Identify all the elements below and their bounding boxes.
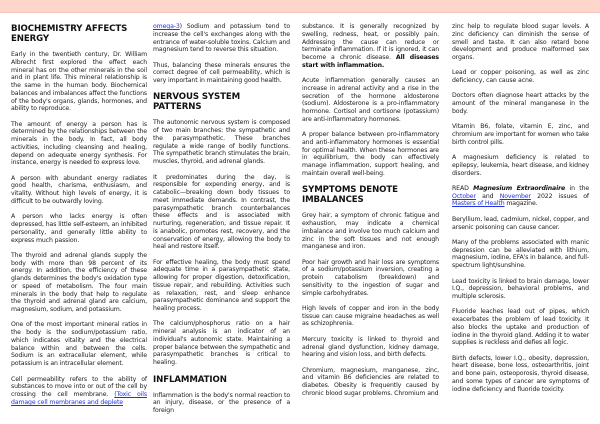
paragraph: A person who lacks energy is often depressed, has little self-esteem, an inhibited personality, and generally little ability to express much passion.: [11, 213, 147, 244]
paragraph-text: and: [475, 192, 500, 200]
paragraph: Grey hair, a symptom of chronic fatigue and exhaustion, may indicate a chemical imbalance and involve too much calcium and zinc in the soft tissues and not enough manganese and iron.: [302, 212, 439, 251]
masters-of-health-link[interactable]: Masters of Health: [452, 200, 505, 208]
paragraph: For effective healing, the body must spend adequate time in a parasympathetic state, allowing for proper digestion, detoxification, tissue repair, and rebuilding. Activities such as relaxation, rest, and sleep enhance parasympathetic dominance and support the healing process.: [153, 258, 290, 313]
column-3: [302, 23, 439, 405]
paragraph: A proper balance between pro-inflammatory and anti-inflammatory hormones is essential for optimal health. When these hormones are in equilibrium, the body can effectively manage inflammation, support healing, and maintain overall well-being.: [302, 131, 439, 177]
paragraph: Inflammation is the body's normal reaction to an injury, disease, or the presence of a foreign: [153, 391, 290, 415]
paragraph: Vitamin B6, folate, vitamin E, zinc, and chromium are important for women who take birth control pills.: [452, 123, 589, 146]
heading-nervous-system: NERVOUS SYSTEM PATTERNS: [153, 92, 241, 113]
heading-inflammation: INFLAMMATION: [153, 374, 227, 385]
paragraph: Chromium, magnesium, manganese, zinc, and vitamin B6 deficiencies are related to diabetes. Obesity is frequently caused by chronic blood sugar problems. Chromium and: [302, 366, 439, 397]
paragraph: The thyroid and adrenal glands supply the body with more than 98 percent of its energy. In addition, the efficiency of these glands determines the body's oxidation type or speed of metabolism. The four main minerals in the body that help to regulate the thyroid and adrenal gland are calcium, magnesium, sodium, and potassium.: [11, 251, 147, 314]
article-title: Magnesium Extraordinaire: [473, 184, 566, 192]
paragraph-text: magazine.: [504, 200, 538, 208]
paragraph-text: ) Sodium and potassium tend to increase the cell's exchanges along with the entrance of water-soluble toxins. Calcium and magnesium tend to reverse this situation.: [153, 23, 290, 54]
paragraph: The autonomic nervous system is composed of two main branches: the sympathetic and the parasympathetic. These branches regulate a wide range of bodily functions. The sympathetic branch stimulates the brain, muscles, thyroid, and adrenal glands.: [153, 119, 290, 166]
paragraph: It predominates during the day, is responsible for expending energy, and is catabolic—breaking down body tissues to meet immediate demands. In contrast, the parasympathetic branch counterbalances these effects and is associated with nurturing, regeneration, and tissue repair. It is anabolic, promotes rest, recovery, and the conservation of energy, allowing the body to heal and restore itself.: [153, 173, 290, 251]
header-band: [0, 0, 600, 13]
paragraph-text: READ: [452, 184, 474, 192]
paragraph: Acute inflammation generally causes an increase in adrenal activity and a rise in the secretion of the hormone aldosterone (sodium). Aldosterone is a pro-inflammatory hormone. Cortisol and cortisone (potassium) are anti-inflammatory hormones.: [302, 77, 439, 123]
heading-biochemistry: BIOCHEMISTRY AFFECTS ENERGY: [11, 24, 128, 44]
paragraph: Beryllium, lead, cadmium, nickel, copper, and arsenic poisoning can cause cancer.: [452, 215, 589, 231]
paragraph: [11, 376, 147, 407]
paragraph-text: 2022 issues of: [530, 192, 589, 200]
paragraph: Lead toxicity is linked to brain damage, lower I.Q., depression, behavioral problems, and multiple sclerosis.: [452, 277, 589, 300]
paragraph-text: Cell permeability refers to the ability of substances to move into or out of the cell by crossing the cell membrane.: [11, 375, 147, 399]
paragraph-text: in the: [565, 184, 590, 192]
column-1: [11, 23, 147, 414]
toxic-oils-link[interactable]: (Toxic oils damage cell membranes and deplete: [11, 391, 147, 406]
paragraph: Fluoride leaches lead out of pipes, which exacerbates the problem of lead toxicity. It also blocks the uptake and production of iodine in the thyroid gland. Adding it to water supplies is reckless and defies all logic.: [452, 308, 589, 347]
paragraph: [452, 185, 589, 208]
paragraph: A magnesium deficiency is related to epilepsy, leukemia, heart disease, and kidney disorders.: [452, 154, 589, 177]
column-4: [452, 23, 589, 401]
omega-3-link[interactable]: omega-3: [153, 23, 180, 30]
paragraph: High levels of copper and iron in the body tissue can cause migraine headaches as well as schizophrenia.: [302, 304, 439, 328]
paragraph: One of the most important mineral ratios in the body is the sodium/potassium ratio, which indicates vitality and the electrical balance within and between the cells. Sodium is an extracellular element, while potassium is an intracellular element.: [11, 321, 147, 368]
october-link[interactable]: October: [452, 192, 476, 200]
paragraph: A person with abundant energy radiates good health, charisma, enthusiasm, and vitality. Without high levels of energy, it is difficult to be outwardly loving.: [11, 174, 147, 205]
paragraph: [302, 23, 439, 70]
paragraph: The amount of energy a person has is determined by the relationships between the minerals in the body. In fact, all body activities, including cleansing and healing, depend on adequate energy synthesis. For instance, energy is needed to express love.: [11, 120, 147, 167]
paragraph: zinc help to regulate blood sugar levels. A zinc deficiency can diminish the sense of smell and taste. It can also retard bone development and produce malformed sex organs.: [452, 23, 589, 61]
paragraph: The calcium/phosphorus ratio on a hair mineral analysis is an indicator of an individual's autonomic state. Maintaining a proper balance between the sympathetic and parasympathetic branches is critical to healing.: [153, 320, 290, 367]
paragraph: Mercury toxicity is linked to thyroid and adrenal gland dysfunction, kidney damage, hearing and vision loss, and birth defects.: [302, 335, 439, 359]
november-link[interactable]: November: [499, 192, 531, 200]
paragraph: Lead or copper poisoning, as well as zinc deficiency, can cause acne.: [452, 69, 589, 85]
heading-symptoms: SYMPTOMS DENOTE IMBALANCES: [302, 185, 398, 206]
column-2: [153, 23, 290, 422]
paragraph: Many of the problems associated with manic depression can be alleviated with lithium, magnesium, iodine, EFA's in balance, and full-spectrum light/sunshine.: [452, 238, 589, 270]
paragraph: Thus, balancing these minerals ensures the correct degree of cell permeability, which is very important in maintaining good health.: [153, 61, 290, 85]
paragraph: [153, 23, 290, 54]
paragraph-text: substance. It is generally recognized by swelling, redness, heat, or possibly pain. Addressing the cause can reduce or terminate inflammation. If it is ignored, it can become a chronic disease.: [302, 23, 439, 61]
paragraph: Doctors often diagnose heart attacks by the amount of the mineral manganese in the body.: [452, 92, 589, 115]
paragraph: Poor hair growth and hair loss are symptoms of a sodium/potassium inversion, creating a protein catabolism (breakdown) and sensitivity to the ingestion of sugar and simple carbohydrates.: [302, 258, 439, 297]
paragraph: Birth defects, lower I.Q., obesity, depression, heart disease, bone loss, osteoarthritis, joint and bone pain, osteoporosis, thyroid disease, and some types of cancer are symptoms of iodine deficiency and fluoride toxicity.: [452, 354, 589, 393]
bold-statement: All diseases start with inflammation.: [302, 54, 439, 69]
paragraph: Early in the twentieth century, Dr. William Albrecht first explored the effect each mineral has on the other minerals in the soil and in plant life. This mineral relationship is the same in the human body. Biochemical balances and imbalances affect the functions of the body's organs, glands, hormones, and ability to reproduce.: [11, 51, 147, 113]
